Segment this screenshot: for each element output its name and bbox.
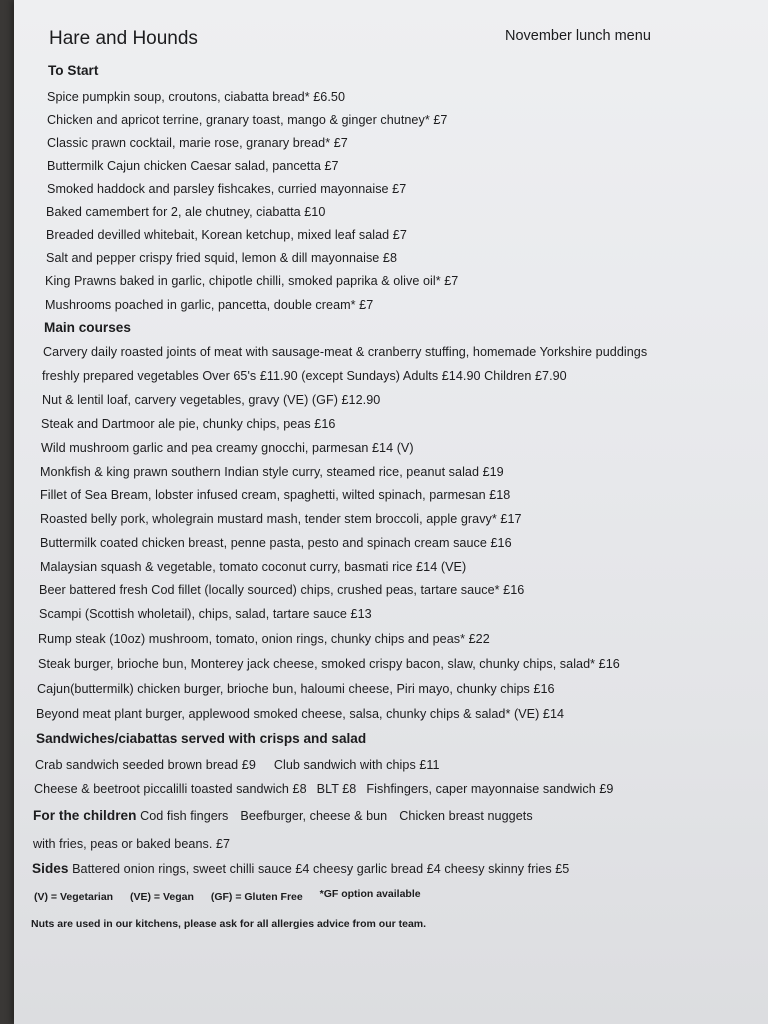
section-heading-main-courses: Main courses	[44, 320, 131, 335]
main-course-item: Wild mushroom garlic and pea creamy gnocchi, parmesan £14 (V)	[41, 441, 414, 455]
starter-item: Breaded devilled whitebait, Korean ketchup, mixed leaf salad £7	[46, 228, 407, 242]
starter-item: Smoked haddock and parsley fishcakes, curried mayonnaise £7	[47, 182, 407, 196]
main-course-item: Buttermilk coated chicken breast, penne pasta, pesto and spinach cream sauce £16	[40, 536, 512, 550]
children-line-2: with fries, peas or baked beans. £7	[33, 837, 231, 851]
starter-item: Buttermilk Cajun chicken Caesar salad, pancetta £7	[47, 159, 339, 173]
main-course-item: Steak and Dartmoor ale pie, chunky chips, peas £16	[41, 417, 336, 431]
starter-item: King Prawns baked in garlic, chipotle chilli, smoked paprika & olive oil* £7	[45, 274, 459, 288]
menu-sheet	[14, 0, 768, 1024]
sandwich-line-1	[35, 757, 440, 773]
main-course-item: Beyond meat plant burger, applewood smoked cheese, salsa, chunky chips & salad* (VE) £14	[36, 707, 565, 721]
menu-item: Beefburger, cheese & bun	[240, 809, 388, 823]
starter-item: Chicken and apricot terrine, granary toast, mango & ginger chutney* £7	[47, 113, 448, 127]
starter-item: Salt and pepper crispy fried squid, lemon & dill mayonnaise £8	[46, 251, 398, 265]
menu-item: Club sandwich with chips £11	[273, 758, 440, 772]
menu-content	[31, 0, 754, 1024]
sides-line	[32, 861, 569, 877]
legend-vegan: (VE) = Vegan	[130, 891, 194, 903]
menu-subtitle: November lunch menu	[505, 28, 651, 44]
menu-item: Cod fish fingers	[140, 809, 229, 823]
main-course-item: Cajun(buttermilk) chicken burger, brioche bun, haloumi cheese, Piri mayo, chunky chips £16	[37, 682, 555, 696]
starter-item: Baked camembert for 2, ale chutney, ciabatta £10	[46, 205, 326, 219]
legend-gf-option: *GF option available	[319, 888, 421, 900]
children-line-1	[33, 808, 533, 824]
menu-item: BLT £8	[316, 782, 357, 796]
allergy-note: Nuts are used in our kitchens, please ask for all allergies advice from our team.	[31, 918, 427, 930]
main-course-item: Fillet of Sea Bream, lobster infused cream, spaghetti, wilted spinach, parmesan £18	[40, 488, 511, 502]
menu-item: Chicken breast nuggets	[399, 809, 533, 823]
menu-item: Crab sandwich seeded brown bread £9	[35, 758, 256, 772]
main-course-item: Steak burger, brioche bun, Monterey jack cheese, smoked crispy bacon, slaw, chunky chips, salad* £16	[38, 657, 620, 671]
dietary-legend	[34, 890, 435, 904]
main-course-item: Beer battered fresh Cod fillet (locally sourced) chips, crushed peas, tartare sauce* £16	[39, 583, 525, 597]
legend-vegetarian: (V) = Vegetarian	[34, 891, 114, 903]
starter-item: Classic prawn cocktail, marie rose, granary bread* £7	[47, 136, 348, 150]
section-heading-to-start: To Start	[48, 63, 99, 78]
menu-item: Fishfingers, caper mayonnaise sandwich £9	[366, 782, 614, 796]
main-course-item: Roasted belly pork, wholegrain mustard mash, tender stem broccoli, apple gravy* £17	[40, 512, 522, 526]
starter-item: Spice pumpkin soup, croutons, ciabatta bread* £6.50	[47, 90, 345, 104]
main-course-item: Carvery daily roasted joints of meat with sausage-meat & cranberry stuffing, homemade Yorkshire puddings	[43, 345, 648, 359]
starter-item: Mushrooms poached in garlic, pancetta, double cream* £7	[45, 298, 374, 312]
sandwich-line-2	[34, 781, 613, 797]
section-heading-sides: Sides	[32, 861, 69, 876]
menu-item: Battered onion rings, sweet chilli sauce £4 cheesy garlic bread £4 cheesy skinny fries £5	[72, 862, 570, 876]
main-course-item: Rump steak (10oz) mushroom, tomato, onion rings, chunky chips and peas* £22	[38, 632, 490, 646]
main-course-item: Monkfish & king prawn southern Indian style curry, steamed rice, peanut salad £19	[40, 465, 504, 479]
main-course-item: Nut & lentil loaf, carvery vegetables, gravy (VE) (GF) £12.90	[42, 393, 381, 407]
legend-gluten-free: (GF) = Gluten Free	[210, 891, 303, 903]
main-course-item: Scampi (Scottish wholetail), chips, salad, tartare sauce £13	[39, 607, 372, 621]
main-course-item: freshly prepared vegetables Over 65's £11.90 (except Sundays) Adults £14.90 Children £7.90	[42, 369, 567, 383]
menu-item: Cheese & beetroot piccalilli toasted sandwich £8	[34, 782, 307, 796]
section-heading-sandwiches: Sandwiches/ciabattas served with crisps and salad	[36, 731, 367, 746]
section-heading-children: For the children	[33, 808, 137, 823]
restaurant-name: Hare and Hounds	[49, 28, 198, 49]
main-course-item: Malaysian squash & vegetable, tomato coconut curry, basmati rice £14 (VE)	[40, 560, 467, 574]
